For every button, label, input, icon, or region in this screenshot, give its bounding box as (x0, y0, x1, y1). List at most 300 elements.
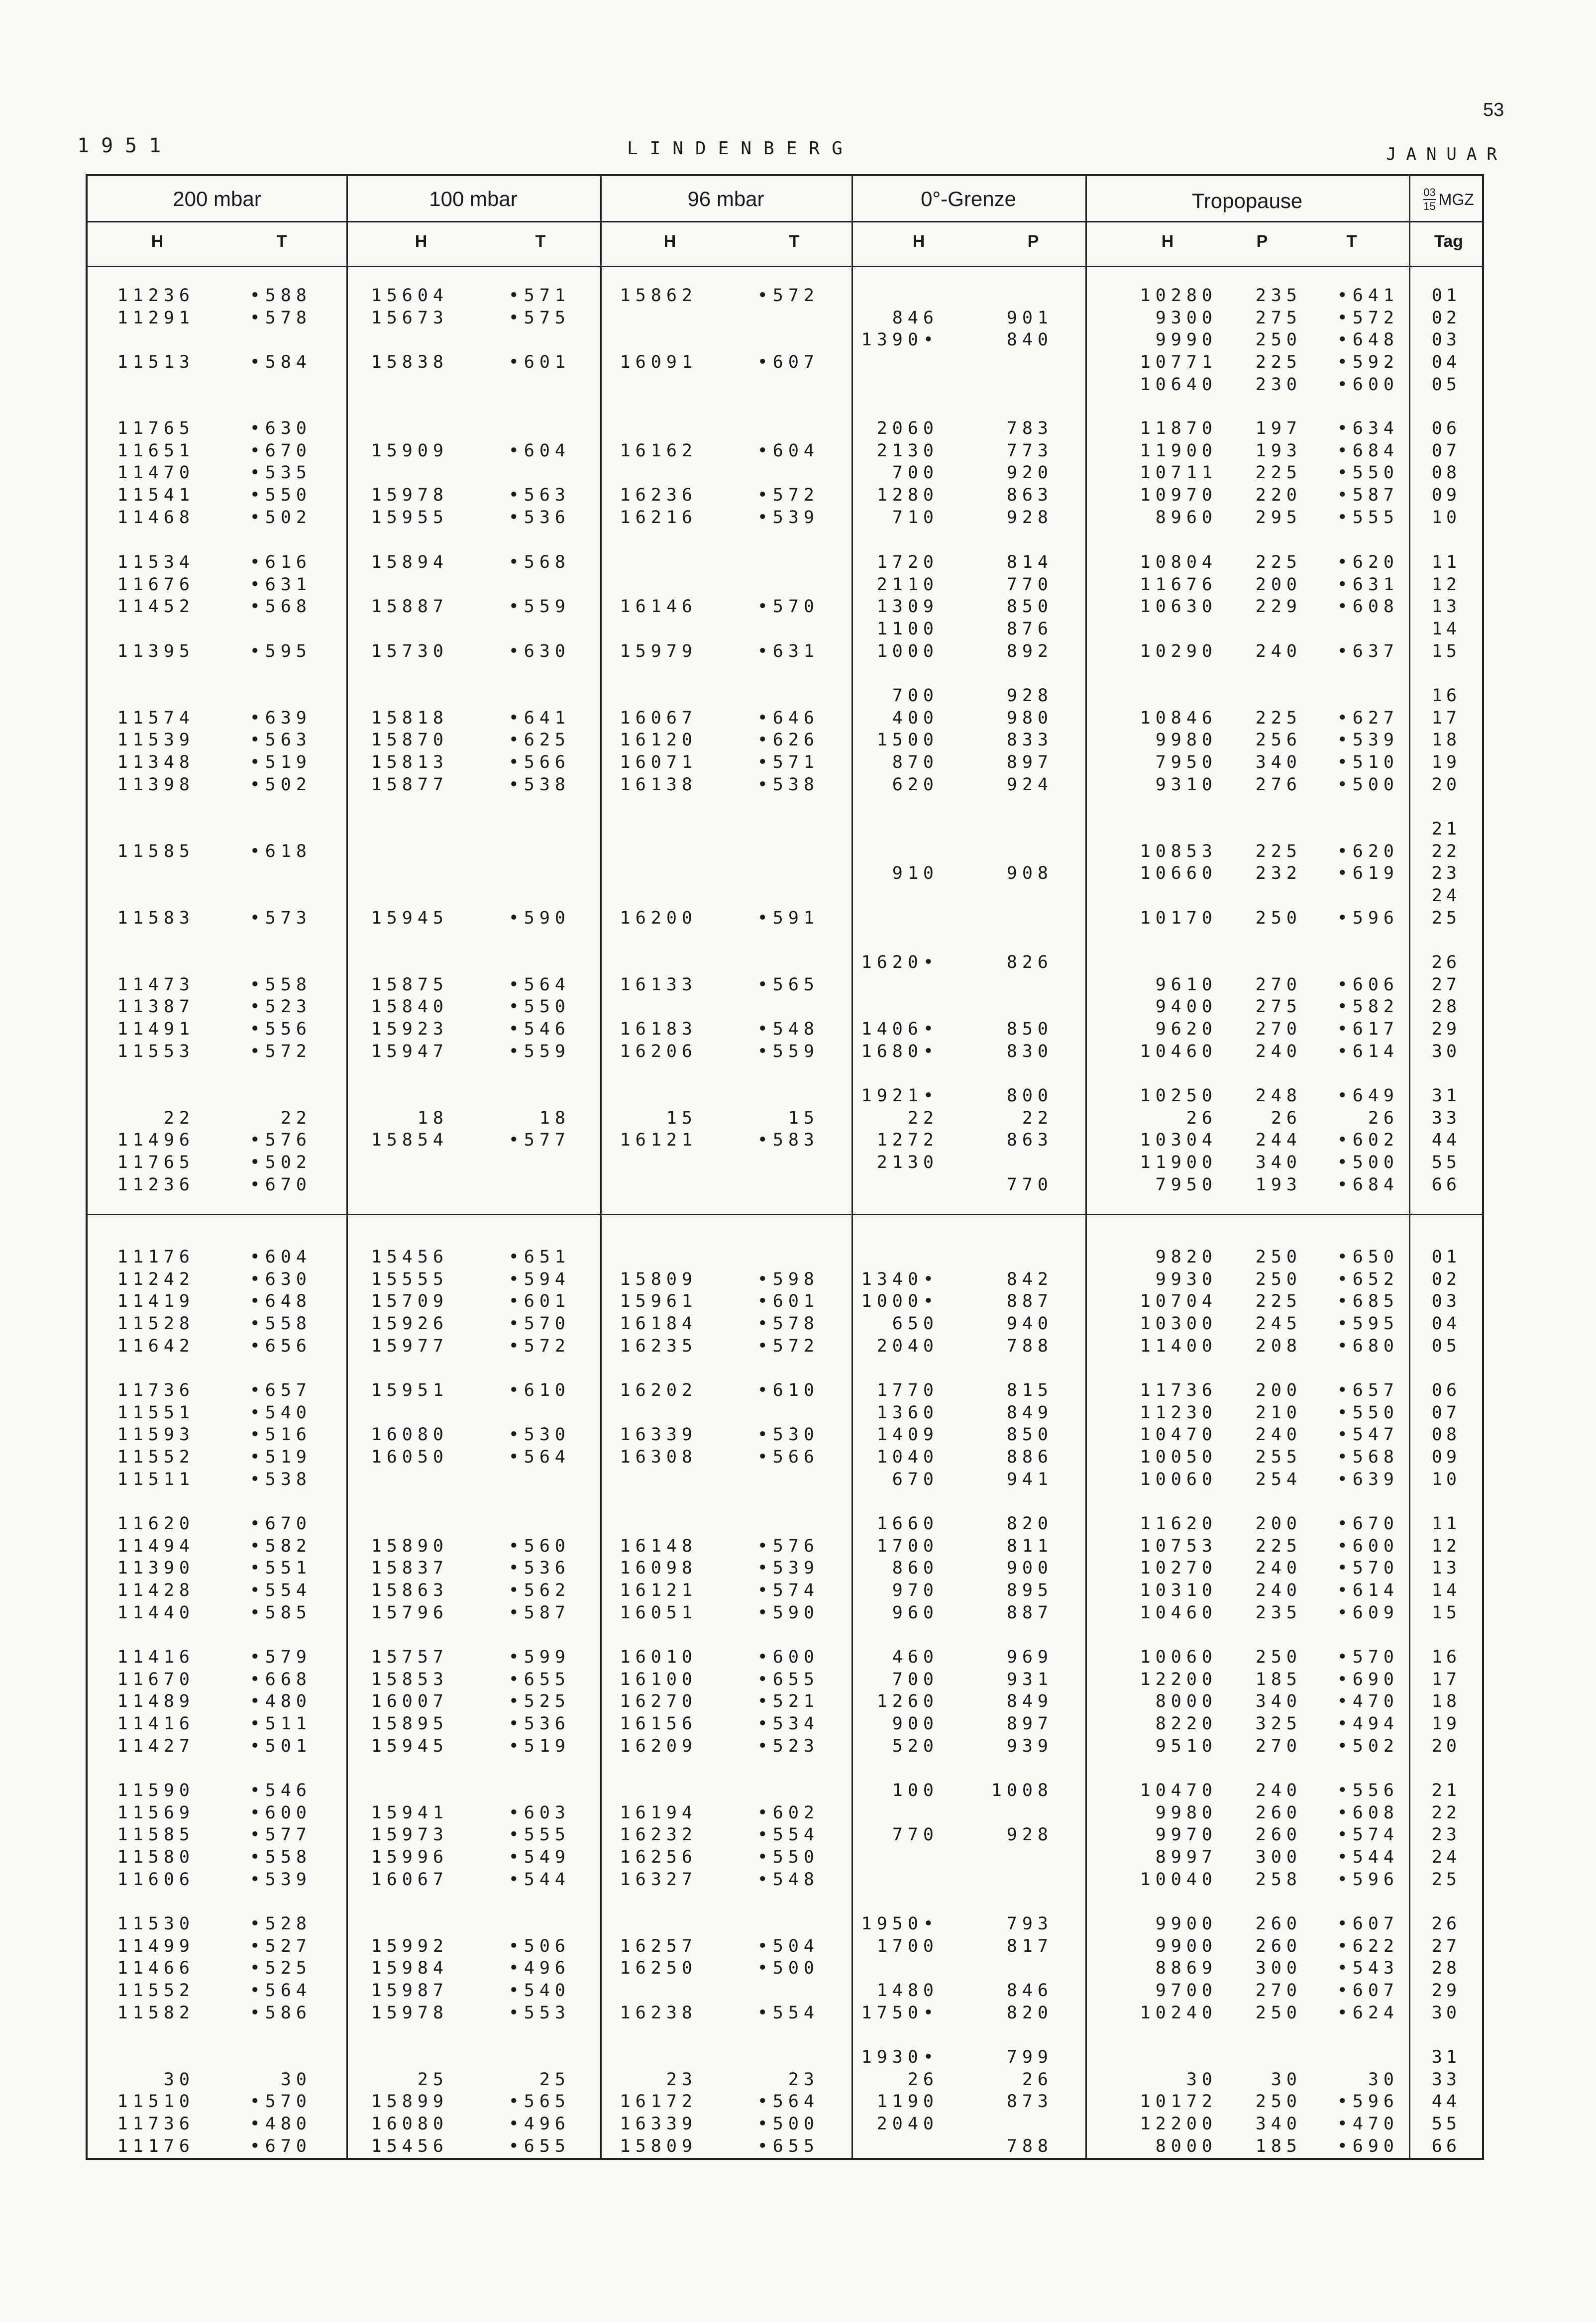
cell-t100: •506 (508, 1936, 570, 1956)
cell-t-tropo: •652 (1337, 1269, 1399, 1289)
group-header-zero-degree: 0°-Grenze (921, 187, 1016, 211)
cell-p-zero: 931 (1006, 1670, 1053, 1689)
cell-t200: •480 (249, 2114, 312, 2134)
cell-h100: 15894 (371, 552, 448, 572)
cell-t-tropo: •500 (1337, 1153, 1399, 1172)
cell-t200: •585 (249, 1603, 312, 1623)
cell-h-tropo: 10240 (1140, 2003, 1217, 2023)
cell-p-tropo: 340 (1255, 752, 1302, 772)
cell-h200: 11620 (117, 1514, 195, 1534)
cell-t96: •600 (757, 1647, 819, 1667)
cell-p-tropo: 240 (1255, 1781, 1302, 1800)
cell-p-tropo: 225 (1255, 842, 1302, 861)
cell-h96: 16121 (620, 1581, 697, 1600)
cell-h100: 15899 (371, 2092, 448, 2111)
cell-t-tropo: •470 (1337, 2114, 1399, 2134)
cell-h-tropo: 10630 (1140, 597, 1217, 617)
cell-tag: 44 (1431, 2092, 1461, 2111)
cell-t100: •525 (508, 1691, 570, 1711)
cell-h200: 11242 (117, 1269, 195, 1289)
group-header-200mbar: 200 mbar (173, 187, 261, 211)
cell-h-tropo: 9620 (1155, 1019, 1217, 1039)
cell-h200: 11585 (117, 842, 195, 861)
cell-h100: 16007 (371, 1691, 448, 1711)
cell-h-tropo: 10290 (1140, 641, 1217, 661)
cell-t100: •564 (508, 1447, 570, 1467)
cell-h-tropo: 10270 (1140, 1558, 1217, 1578)
cell-t100: •610 (508, 1380, 570, 1400)
cell-h96: 16148 (620, 1536, 697, 1556)
sub-header-h: H (415, 232, 427, 251)
cell-h-zero: 2130 (876, 441, 939, 461)
cell-h200: 11642 (117, 1336, 195, 1356)
cell-t200: •568 (249, 597, 312, 617)
cell-tag: 09 (1431, 1447, 1461, 1467)
cell-h-tropo: 10470 (1140, 1425, 1217, 1445)
cell-p-zero: 887 (1006, 1291, 1053, 1311)
cell-h100: 15977 (371, 1336, 448, 1356)
cell-p-zero: 783 (1006, 419, 1053, 438)
cell-t100: •496 (508, 2114, 570, 2134)
cell-h200: 11513 (117, 352, 195, 372)
cell-t100: •587 (508, 1603, 570, 1623)
cell-tag: 07 (1431, 441, 1461, 461)
cell-tag: 66 (1431, 2136, 1461, 2156)
cell-p-tropo: 220 (1255, 485, 1302, 505)
cell-h100: 15840 (371, 997, 448, 1017)
cell-tag: 14 (1431, 1581, 1461, 1600)
cell-p-zero: 980 (1006, 708, 1053, 728)
cell-t200: •551 (249, 1558, 312, 1578)
cell-h-tropo: 11400 (1140, 1336, 1217, 1356)
cell-t96: •626 (757, 730, 819, 750)
cell-p-tropo: 240 (1255, 1425, 1302, 1445)
cell-tag: 55 (1431, 1153, 1461, 1172)
data-table (86, 174, 1484, 2160)
cell-h-zero: 620 (892, 775, 939, 795)
cell-p-zero: 788 (1006, 2136, 1053, 2156)
cell-t200: •657 (249, 1380, 312, 1400)
cell-t-tropo: •582 (1337, 997, 1399, 1017)
cell-t96: •554 (757, 2003, 819, 2023)
cell-h200: 11176 (117, 1247, 195, 1267)
cell-t200: •595 (249, 641, 312, 661)
cell-p-zero: 849 (1006, 1403, 1053, 1423)
cell-t200: •535 (249, 463, 312, 483)
cell-t96: •576 (757, 1536, 819, 1556)
cell-h100: 15863 (371, 1581, 448, 1600)
cell-t200: •586 (249, 2003, 312, 2023)
cell-h200: 11510 (117, 2092, 195, 2111)
cell-p-zero: 897 (1006, 1714, 1053, 1734)
cell-h96: 16270 (620, 1691, 697, 1711)
cell-tag: 17 (1431, 1670, 1461, 1689)
cell-h100: 15945 (371, 1736, 448, 1756)
cell-t200: •582 (249, 1536, 312, 1556)
cell-t200: •668 (249, 1670, 312, 1689)
cell-tag: 24 (1431, 886, 1461, 906)
cell-t96: •607 (757, 352, 819, 372)
cell-h-tropo: 8960 (1155, 508, 1217, 528)
cell-p-tropo: 275 (1255, 997, 1302, 1017)
cell-p-tropo: 229 (1255, 597, 1302, 617)
cell-t-tropo: •684 (1337, 441, 1399, 461)
cell-t96: •504 (757, 1936, 819, 1956)
cell-t-tropo: •500 (1337, 775, 1399, 795)
cell-t-tropo: •502 (1337, 1736, 1399, 1756)
cell-t200: •584 (249, 352, 312, 372)
cell-tag: 44 (1431, 1130, 1461, 1150)
cell-h-zero: 520 (892, 1736, 939, 1756)
cell-h200: 11427 (117, 1736, 195, 1756)
cell-h-tropo: 11900 (1140, 441, 1217, 461)
cell-p-tropo: 197 (1255, 419, 1302, 438)
cell-h-zero: 710 (892, 508, 939, 528)
cell-t200: •556 (249, 1019, 312, 1039)
cell-h200: 11551 (117, 1403, 195, 1423)
cell-p-tropo: 260 (1255, 1914, 1302, 1934)
cell-h96: 16091 (620, 352, 697, 372)
cell-t96: 15 (788, 1108, 819, 1128)
cell-h-tropo: 7950 (1155, 1175, 1217, 1195)
cell-h-tropo: 9980 (1155, 730, 1217, 750)
cell-tag: 29 (1431, 1981, 1461, 2001)
cell-h-zero: 2130 (876, 1153, 939, 1172)
cell-t-tropo: •619 (1337, 863, 1399, 883)
cell-t96: •598 (757, 1269, 819, 1289)
cell-h200: 11606 (117, 1870, 195, 1890)
cell-tag: 06 (1431, 419, 1461, 438)
cell-tag: 01 (1431, 1247, 1461, 1267)
cell-t-tropo: •494 (1337, 1714, 1399, 1734)
cell-t200: •670 (249, 441, 312, 461)
cell-t200: •519 (249, 752, 312, 772)
cell-tag: 30 (1431, 1042, 1461, 1061)
cell-tag: 14 (1431, 619, 1461, 639)
cell-h200: 11398 (117, 775, 195, 795)
cell-t100: •565 (508, 2092, 570, 2111)
cell-t-tropo: •657 (1337, 1380, 1399, 1400)
cell-t96: •655 (757, 1670, 819, 1689)
sub-header-t: T (276, 232, 287, 251)
cell-t100: •549 (508, 1847, 570, 1867)
cell-p-tropo: 250 (1255, 2092, 1302, 2111)
cell-h100: 16050 (371, 1447, 448, 1467)
cell-h100: 15837 (371, 1558, 448, 1578)
cell-h-tropo: 10753 (1140, 1536, 1217, 1556)
cell-tag: 11 (1431, 1514, 1461, 1534)
cell-p-zero: 924 (1006, 775, 1053, 795)
cell-h100: 15945 (371, 908, 448, 928)
cell-h-tropo: 11870 (1140, 419, 1217, 438)
cell-p-tropo: 250 (1255, 1269, 1302, 1289)
cell-h100: 15992 (371, 1936, 448, 1956)
cell-t100: •555 (508, 1825, 570, 1845)
cell-h-tropo: 10846 (1140, 708, 1217, 728)
cell-t-tropo: •631 (1337, 575, 1399, 595)
cell-t96: 23 (788, 2070, 819, 2090)
cell-p-tropo: 225 (1255, 352, 1302, 372)
cell-t100: •575 (508, 308, 570, 328)
cell-h200: 11496 (117, 1130, 195, 1150)
cell-p-tropo: 240 (1255, 1042, 1302, 1061)
cell-h96: 16162 (620, 441, 697, 461)
cell-t100: •538 (508, 775, 570, 795)
cell-t200: •639 (249, 708, 312, 728)
cell-p-zero: 897 (1006, 752, 1053, 772)
cell-t200: •630 (249, 1269, 312, 1289)
cell-h-zero: 2040 (876, 2114, 939, 2134)
cell-t96: •548 (757, 1870, 819, 1890)
cell-t96: •571 (757, 752, 819, 772)
cell-h100: 15456 (371, 1247, 448, 1267)
cell-h-zero: 1680• (861, 1042, 939, 1061)
cell-t100: •571 (508, 286, 570, 306)
cell-t200: •501 (249, 1736, 312, 1756)
cell-t-tropo: •595 (1337, 1314, 1399, 1334)
cell-t200: •670 (249, 1514, 312, 1534)
cell-h100: 15941 (371, 1803, 448, 1823)
cell-t-tropo: •614 (1337, 1581, 1399, 1600)
cell-t-tropo: •607 (1337, 1981, 1399, 2001)
cell-p-zero: 850 (1006, 597, 1053, 617)
cell-h96: 16339 (620, 2114, 697, 2134)
cell-h-tropo: 12200 (1140, 1670, 1217, 1689)
cell-h100: 15996 (371, 1847, 448, 1867)
cell-tag: 26 (1431, 952, 1461, 972)
cell-h-zero: 700 (892, 686, 939, 706)
cell-t-tropo: •550 (1337, 1403, 1399, 1423)
cell-p-zero: 830 (1006, 1042, 1053, 1061)
cell-tag: 03 (1431, 330, 1461, 350)
cell-h200: 11765 (117, 1153, 195, 1172)
cell-t200: •648 (249, 1291, 312, 1311)
cell-p-tropo: 275 (1255, 308, 1302, 328)
cell-h-tropo: 10060 (1140, 1470, 1217, 1489)
page-number: 53 (1483, 100, 1504, 120)
cell-h-tropo: 10660 (1140, 863, 1217, 883)
cell-h96: 15862 (620, 286, 697, 306)
cell-t200: •511 (249, 1714, 312, 1734)
cell-h100: 15877 (371, 775, 448, 795)
cell-t-tropo: •608 (1337, 1803, 1399, 1823)
cell-t96: •539 (757, 508, 819, 528)
cell-h-zero: 2060 (876, 419, 939, 438)
cell-p-zero: 846 (1006, 1981, 1053, 2001)
cell-t96: •604 (757, 441, 819, 461)
cell-h200: 22 (163, 1108, 195, 1128)
cell-t96: •534 (757, 1714, 819, 1734)
cell-h100: 15818 (371, 708, 448, 728)
cell-p-tropo: 276 (1255, 775, 1302, 795)
cell-t200: •558 (249, 975, 312, 995)
cell-p-tropo: 30 (1271, 2070, 1302, 2090)
cell-h200: 11530 (117, 1914, 195, 1934)
cell-t200: •577 (249, 1825, 312, 1845)
cell-h100: 15730 (371, 641, 448, 661)
cell-h100: 15926 (371, 1314, 448, 1334)
cell-t200: •572 (249, 1042, 312, 1061)
cell-t100: •601 (508, 1291, 570, 1311)
cell-h100: 15813 (371, 752, 448, 772)
cell-p-zero: 840 (1006, 330, 1053, 350)
cell-t100: •530 (508, 1425, 570, 1445)
cell-h-tropo: 9510 (1155, 1736, 1217, 1756)
cell-h200: 11499 (117, 1936, 195, 1956)
cell-t-tropo: •684 (1337, 1175, 1399, 1195)
cell-h-tropo: 30 (1186, 2070, 1217, 2090)
cell-h100: 15853 (371, 1670, 448, 1689)
cell-p-tropo: 208 (1255, 1336, 1302, 1356)
cell-h-zero: 960 (892, 1603, 939, 1623)
cell-h-tropo: 9900 (1155, 1936, 1217, 1956)
cell-h-zero: 670 (892, 1470, 939, 1489)
cell-h-tropo: 11676 (1140, 575, 1217, 595)
cell-h-tropo: 9820 (1155, 1247, 1217, 1267)
cell-h96: 16236 (620, 485, 697, 505)
cell-p-zero: 928 (1006, 686, 1053, 706)
cell-h200: 11473 (117, 975, 195, 995)
cell-h-zero: 2110 (876, 575, 939, 595)
cell-h100: 15838 (371, 352, 448, 372)
cell-tag: 19 (1431, 1714, 1461, 1734)
cell-h-zero: 650 (892, 1314, 939, 1334)
cell-tag: 24 (1431, 1847, 1461, 1867)
cell-h200: 11470 (117, 463, 195, 483)
cell-h100: 16080 (371, 2114, 448, 2134)
cell-t100: 25 (539, 2070, 570, 2090)
cell-p-tropo: 270 (1255, 975, 1302, 995)
cell-h-tropo: 8000 (1155, 1691, 1217, 1711)
cell-t96: •574 (757, 1581, 819, 1600)
cell-h96: 16133 (620, 975, 697, 995)
cell-t200: •618 (249, 842, 312, 861)
cell-h-zero: 1000 (876, 641, 939, 661)
cell-t-tropo: •690 (1337, 2136, 1399, 2156)
cell-h-tropo: 10060 (1140, 1647, 1217, 1667)
cell-h-tropo: 9990 (1155, 330, 1217, 350)
cell-h-tropo: 9610 (1155, 975, 1217, 995)
cell-t-tropo: •510 (1337, 752, 1399, 772)
cell-p-zero: 1008 (991, 1781, 1053, 1800)
cell-h200: 11590 (117, 1781, 195, 1800)
cell-t200: •600 (249, 1803, 312, 1823)
cell-t100: •553 (508, 2003, 570, 2023)
cell-tag: 31 (1431, 2047, 1461, 2067)
cell-tag: 27 (1431, 975, 1461, 995)
cell-t-tropo: •620 (1337, 552, 1399, 572)
cell-p-tropo: 258 (1255, 1870, 1302, 1890)
cell-tag: 07 (1431, 1403, 1461, 1423)
cell-t-tropo: •690 (1337, 1670, 1399, 1689)
cell-tag: 15 (1431, 641, 1461, 661)
cell-p-zero: 815 (1006, 1380, 1053, 1400)
cell-tag: 05 (1431, 375, 1461, 395)
cell-h-zero: 1720 (876, 552, 939, 572)
cell-h200: 11428 (117, 1581, 195, 1600)
cell-tag: 12 (1431, 575, 1461, 595)
cell-h-zero: 1260 (876, 1691, 939, 1711)
cell-t200: •573 (249, 908, 312, 928)
cell-h100: 15984 (371, 1958, 448, 1978)
cell-tag: 13 (1431, 1558, 1461, 1578)
cell-h96: 16308 (620, 1447, 697, 1467)
cell-t96: •610 (757, 1380, 819, 1400)
cell-h-zero: 460 (892, 1647, 939, 1667)
cell-p-tropo: 340 (1255, 1153, 1302, 1172)
cell-h-zero: 2040 (876, 1336, 939, 1356)
cell-tag: 17 (1431, 708, 1461, 728)
cell-t100: •603 (508, 1803, 570, 1823)
cell-h-zero: 1750• (861, 2003, 939, 2023)
cell-t200: •670 (249, 2136, 312, 2156)
cell-h-tropo: 9400 (1155, 997, 1217, 1017)
cell-tag: 08 (1431, 463, 1461, 483)
cell-h-zero: 1100 (876, 619, 939, 639)
cell-h96: 16194 (620, 1803, 697, 1823)
cell-h-zero: 770 (892, 1825, 939, 1845)
cell-tag: 18 (1431, 730, 1461, 750)
mgz-bottom: 15 (1423, 200, 1436, 212)
cell-h200: 11236 (117, 1175, 195, 1195)
cell-h-zero: 900 (892, 1714, 939, 1734)
cell-p-tropo: 256 (1255, 730, 1302, 750)
cell-t-tropo: •539 (1337, 730, 1399, 750)
cell-tag: 28 (1431, 997, 1461, 1017)
cell-h96: 16202 (620, 1380, 697, 1400)
cell-t200: •539 (249, 1870, 312, 1890)
cell-h96: 15979 (620, 641, 697, 661)
cell-h200: 11541 (117, 485, 195, 505)
cell-h100: 25 (417, 2070, 448, 2090)
cell-h200: 11676 (117, 575, 195, 595)
cell-h200: 30 (163, 2070, 195, 2090)
sub-header-h: H (912, 232, 925, 251)
cell-tag: 26 (1431, 1914, 1461, 1934)
mgz-label: MGZ (1438, 190, 1474, 209)
cell-t100: •604 (508, 441, 570, 461)
cell-h-tropo: 8000 (1155, 2136, 1217, 2156)
cell-p-zero: 800 (1006, 1086, 1053, 1106)
cell-h-zero: 1360 (876, 1403, 939, 1423)
cell-p-zero: 850 (1006, 1425, 1053, 1445)
cell-h-tropo: 9900 (1155, 1914, 1217, 1934)
cell-t200: •516 (249, 1425, 312, 1445)
cell-p-zero: 770 (1006, 575, 1053, 595)
cell-h100: 15923 (371, 1019, 448, 1039)
cell-tag: 25 (1431, 908, 1461, 928)
cell-t200: •550 (249, 485, 312, 505)
cell-h200: 11552 (117, 1447, 195, 1467)
cell-t100: •630 (508, 641, 570, 661)
cell-h200: 11670 (117, 1670, 195, 1689)
cell-h100: 15909 (371, 441, 448, 461)
cell-t200: •670 (249, 1175, 312, 1195)
cell-tag: 20 (1431, 1736, 1461, 1756)
sub-header-h: H (151, 232, 164, 251)
cell-h200: 11468 (117, 508, 195, 528)
cell-h200: 11452 (117, 597, 195, 617)
cell-h96: 15809 (620, 1269, 697, 1289)
cell-t-tropo: •606 (1337, 975, 1399, 995)
cell-h-zero: 1000• (861, 1291, 939, 1311)
station-title: LINDENBERG (627, 138, 854, 159)
cell-h-zero: 1190 (876, 2092, 939, 2111)
cell-h-tropo: 10771 (1140, 352, 1217, 372)
cell-t-tropo: •620 (1337, 842, 1399, 861)
cell-h96: 16051 (620, 1603, 697, 1623)
cell-h96: 16339 (620, 1425, 697, 1445)
